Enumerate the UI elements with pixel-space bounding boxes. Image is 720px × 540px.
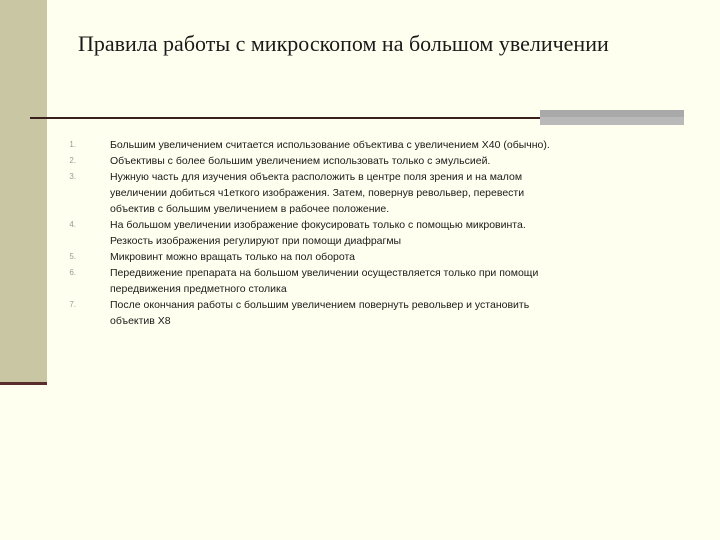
rule-item-2	[60, 153, 560, 169]
rule-number: 7.	[69, 300, 76, 309]
title-divider-line	[30, 117, 540, 119]
rule-item-7	[60, 297, 560, 329]
rules-list	[60, 137, 560, 329]
rule-text: Передвижение препарата на большом увеличении осуществляется только при помощи передвижения предметного столика	[110, 267, 539, 295]
rule-number: 5.	[69, 252, 76, 261]
rule-item-5	[60, 249, 560, 265]
rule-number: 4.	[69, 220, 76, 229]
rule-text: Микровинт можно вращать только на пол оборота	[110, 251, 356, 263]
rule-number: 6.	[69, 268, 76, 277]
rule-number: 2.	[69, 156, 76, 165]
rule-item-6	[60, 265, 560, 297]
rule-number: 1.	[69, 140, 76, 149]
rule-text: Объективы с более большим увеличением использовать только с эмульсией.	[110, 155, 491, 167]
rule-number: 3.	[69, 172, 76, 181]
rule-item-4	[60, 217, 560, 249]
slide-title: Правила работы с микроскопом на большом увеличении	[78, 31, 609, 56]
rule-text: Нужную часть для изучения объекта расположить в центре поля зрения и на малом увеличении добиться ч1еткого изображения. Затем, повернув револьвер, перевести объектив с большим увеличением в рабочее положение.	[110, 171, 525, 215]
rule-item-3	[60, 169, 560, 217]
title-divider-accent-bottom	[540, 117, 684, 125]
side-bar	[0, 0, 47, 382]
rule-text: Большим увеличением считается использование объектива с увеличением Х40 (обычно).	[110, 139, 550, 151]
rule-text: На большом увеличении изображение фокусировать только с помощью микровинта. Резкость изображения регулируют при помощи диафрагмы	[110, 219, 526, 247]
rule-text: После окончания работы с большим увеличением повернуть револьвер и установить объектив Х8	[110, 299, 530, 327]
side-bar-edge	[0, 382, 47, 385]
rule-item-1	[60, 137, 560, 153]
title-divider-accent-top	[540, 110, 684, 117]
